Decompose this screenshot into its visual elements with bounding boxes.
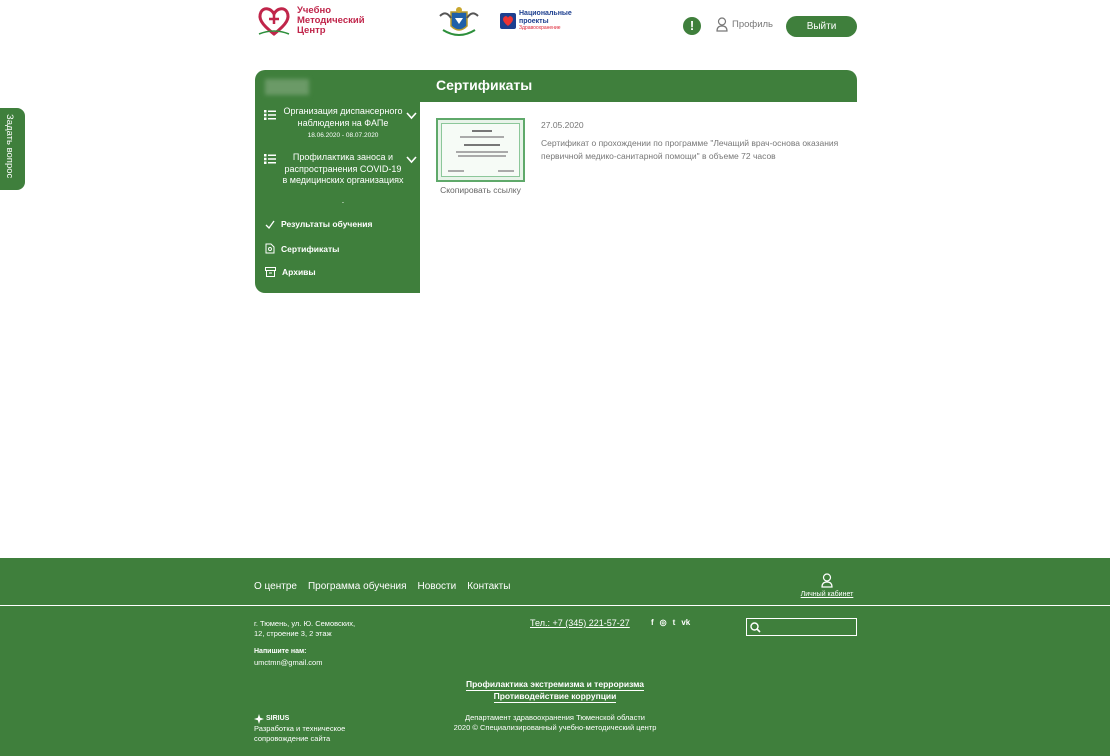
umc-logo[interactable] — [255, 4, 365, 38]
address-line: г. Тюмень, ул. Ю. Семовских, — [254, 619, 356, 628]
corruption-link[interactable]: Противодействие коррупции — [493, 691, 617, 701]
page-title: Сертификаты — [436, 77, 533, 93]
archive-icon — [265, 267, 276, 277]
certificate-thumbnail[interactable] — [436, 118, 525, 182]
panel-header — [255, 70, 857, 102]
course-dates: - — [341, 199, 345, 206]
copyright — [0, 713, 1110, 733]
copyright-line: Департамент здравоохранения Тюменской области — [465, 713, 645, 722]
footer-divider — [0, 605, 1110, 606]
facebook-icon[interactable]: f — [651, 618, 654, 627]
footer-link-contacts[interactable]: Контакты — [467, 581, 511, 592]
instagram-icon[interactable]: ◎ — [659, 618, 667, 627]
national-projects-logo[interactable] — [500, 10, 572, 33]
logo-line: Центр — [297, 25, 326, 36]
developer-line: сопровождение сайта — [254, 734, 331, 743]
natproj-sub: Здравоохранение — [519, 25, 561, 31]
heart-logo-icon — [255, 4, 293, 38]
copyright-line: 2020 © Специализированный учебно-методический центр — [453, 723, 657, 732]
list-icon — [264, 154, 276, 164]
national-projects-icon — [500, 13, 516, 29]
sidebar-course-item[interactable] — [255, 106, 420, 146]
user-icon — [821, 573, 833, 588]
corruption-link-row — [0, 691, 1110, 701]
alert-icon[interactable]: ! — [683, 17, 701, 35]
write-us-label: Напишите нам: — [254, 648, 307, 655]
natproj-line: проекты — [519, 17, 549, 25]
national-projects-text — [519, 10, 572, 33]
tyumen-crest-icon — [438, 6, 480, 38]
search-icon — [750, 622, 761, 633]
developer-line: Разработка и техническое — [254, 724, 346, 733]
phone-link[interactable]: Тел.: +7 (345) 221-57-27 — [530, 618, 630, 628]
certificate-date: 27.05.2020 — [541, 120, 584, 130]
course-title: Организация диспансерного наблюдения на ФАПе — [283, 106, 403, 128]
site-footer — [0, 558, 1110, 756]
sidebar-item-archives[interactable] — [265, 267, 316, 277]
copy-link-button[interactable]: Скопировать ссылку — [440, 185, 521, 195]
extremism-link[interactable]: Профилактика экстремизма и терроризма — [466, 679, 644, 689]
personal-cabinet-label: Личный кабинет — [800, 591, 854, 598]
site-header — [0, 0, 1110, 50]
address-line: 12, строение 3, 2 этаж — [254, 629, 332, 638]
logo-line: Методический — [297, 15, 365, 26]
sidebar-item-label: Сертификаты — [281, 243, 340, 254]
sirius-brand: SIRIUS — [266, 715, 290, 722]
chevron-down-icon[interactable] — [406, 112, 417, 120]
twitter-icon[interactable]: t — [672, 618, 676, 627]
certificate-icon — [265, 243, 275, 254]
course-dates: 18.06.2020 - 08.07.2020 — [307, 132, 379, 139]
ask-question-tab[interactable] — [0, 108, 25, 190]
social-links — [651, 618, 690, 627]
sidebar-item-results[interactable] — [265, 219, 372, 229]
email-link[interactable]: umctmn@gmail.com — [254, 658, 323, 667]
list-icon — [264, 110, 276, 120]
footer-link-about[interactable]: О центре — [254, 581, 297, 592]
chevron-down-icon[interactable] — [406, 156, 417, 164]
user-icon — [716, 17, 728, 32]
certificate-description: Сертификат о прохождении по программе "Лечащий врач-основа оказания первичной медико-санитарной помощи" в объеме 72 часов — [541, 138, 839, 161]
sidebar — [255, 102, 420, 293]
check-icon — [265, 220, 275, 229]
address — [254, 619, 355, 639]
certificate-preview — [441, 123, 520, 177]
profile-label: Профиль — [732, 19, 774, 30]
profile-link[interactable] — [716, 17, 773, 32]
course-title: Профилактика заноса и распространения COVID-19 в медицинских организациях — [282, 152, 404, 185]
natproj-line: Национальные — [519, 10, 572, 17]
personal-cabinet-link[interactable] — [797, 573, 857, 598]
logo-line: Учебно — [297, 5, 331, 16]
extremism-link-row — [0, 679, 1110, 689]
blurred-username — [265, 79, 309, 95]
sidebar-item-certificates[interactable] — [265, 243, 339, 254]
sidebar-item-label: Архивы — [282, 267, 316, 277]
sidebar-item-label: Результаты обучения — [281, 219, 373, 229]
footer-link-news[interactable]: Новости — [417, 581, 457, 592]
ask-question-label: Задать вопрос — [4, 114, 15, 179]
footer-link-program[interactable]: Программа обучения — [307, 581, 407, 592]
search-input[interactable] — [746, 618, 857, 636]
footer-nav — [254, 581, 510, 592]
sidebar-course-item[interactable] — [255, 150, 420, 208]
vk-icon[interactable]: vk — [681, 618, 691, 627]
logo-text — [297, 6, 365, 36]
logout-button[interactable]: Выйти — [786, 16, 857, 37]
